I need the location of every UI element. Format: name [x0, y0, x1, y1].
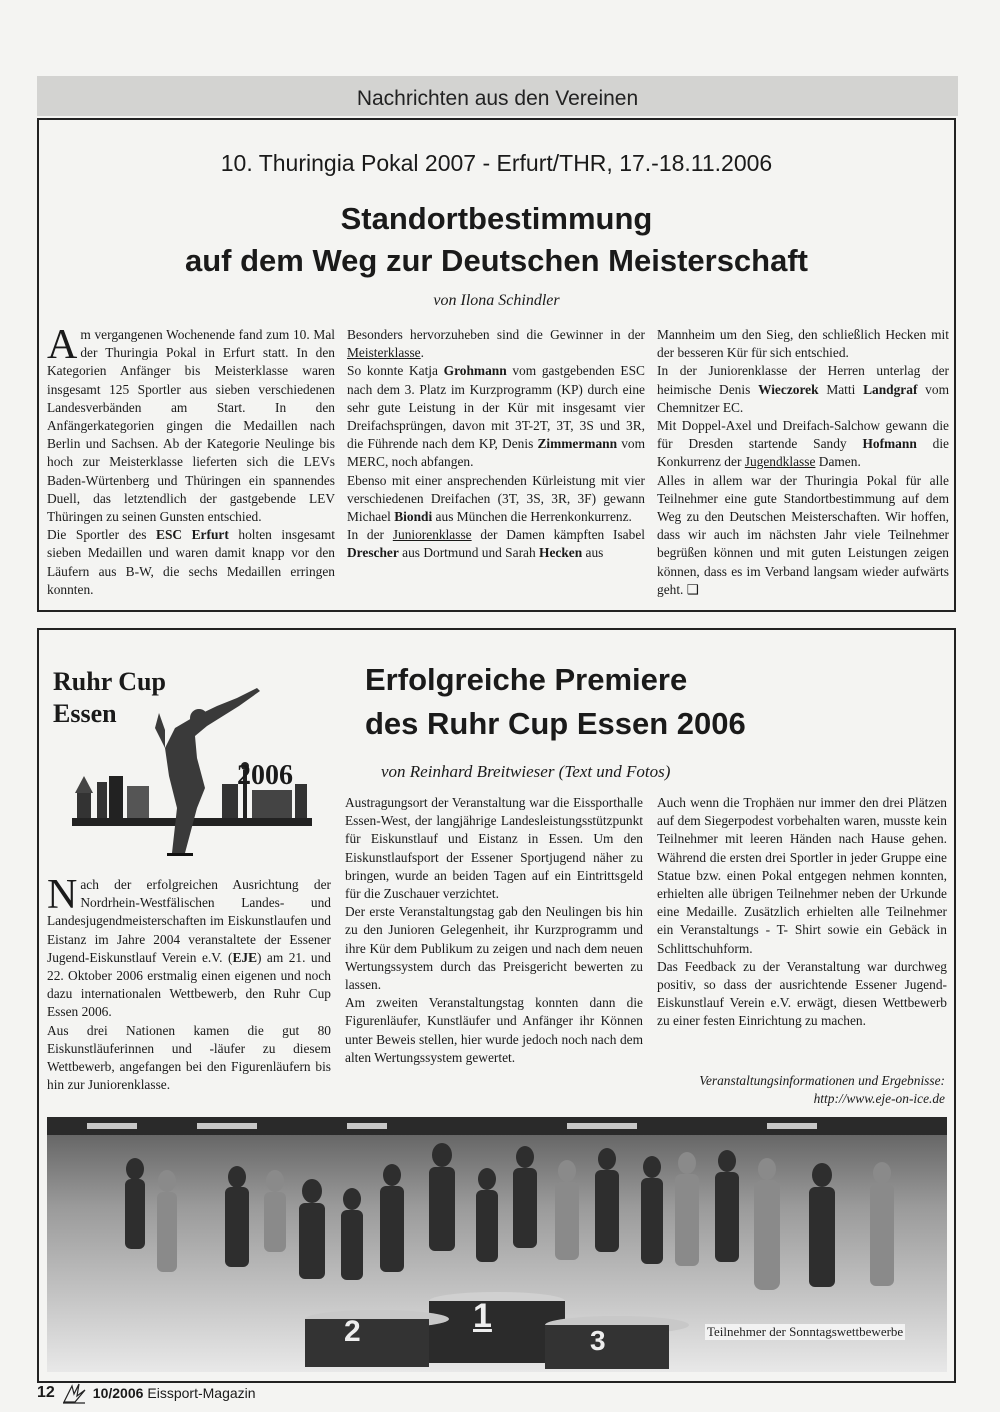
podium-number-1: 1	[473, 1297, 492, 1335]
magazine-logo-icon	[61, 1382, 87, 1404]
sources-label: Veranstaltungsinformationen und Ergebnisse:	[699, 1073, 945, 1088]
article-column-2	[347, 326, 645, 563]
paragraph: Ebenso mit einer ansprechenden Kürleistung mit vier verschiedenen Dreifachen (3T, 3S, 3R, 3F) gewann Michael Biondi aus München die Herrenkonkurrenz.	[347, 472, 645, 525]
logo-line-2: Essen	[53, 699, 117, 728]
article-column-2	[345, 794, 643, 1067]
paragraph: Auch wenn die Trophäen nur immer den drei Plätzen auf dem Siegerpodest vorbehalten waren, musste kein Teilnehmer mit leeren Händen nach Hause gehen. Während die ersten drei Sportler in jeder Gruppe eine Statue bzw. einen Pokal entgegen nehmen konnten, erhielten alle übrigen Teilnehmer neben der Urkunde eine Medaille. Zusätzlich erhielten alle Teilnehmer ein Veranstaltungs - T- Shirt sowie ein Gebäck in Schlittschuhform.	[657, 795, 947, 956]
headline-line-2: auf dem Weg zur Deutschen Meisterschaft	[184, 243, 808, 278]
drop-cap: A	[47, 322, 78, 368]
paragraph: Am zweiten Veranstaltungstag konnten dann die Figurenläufer, Kunstläufer und Anfänger ihr Können unter Beweis stellen, hier wurde jedoch noch nach dem alten Wertungssystem gewertet.	[345, 995, 643, 1065]
headline-line-1: Standortbestimmung	[340, 201, 653, 236]
paragraph: Nach der erfolgreichen Ausrichtung der Nordrhein-Westfälischen Landes- und Landesjugendmeisterschaften im Eiskunstlaufen und Eistanz im Jahre 2004 veranstaltete der Essener Jugend-Eiskunstlauf Verein e.V. (EJE) am 21. und 22. Oktober 2006 erstmalig einen eigenen und noch dazu internationalen Wettbewerb, den Ruhr Cup Essen 2006.	[47, 872, 331, 1020]
article-column-3	[657, 794, 947, 1031]
article-ruhr-cup	[37, 628, 956, 1383]
page-footer	[37, 1382, 256, 1404]
article-headline	[39, 198, 954, 282]
byline: von Ilona Schindler	[433, 292, 560, 309]
headline-line-1: Erfolgreiche Premiere	[365, 662, 688, 697]
byline: von Reinhard Breitwieser (Text und Fotos)	[381, 762, 671, 781]
event-line: 10. Thuringia Pokal 2007 - Erfurt/THR, 17.-18.11.2006	[220, 150, 773, 176]
drop-cap: N	[47, 872, 78, 918]
sources-url[interactable]: http://www.eje-on-ice.de	[813, 1091, 945, 1106]
magazine-name: Eissport-Magazin	[147, 1385, 256, 1401]
paragraph: Mannheim um den Sieg, den schließlich Hecken mit der besseren Kür für sich entschied.	[657, 327, 949, 361]
logo-year: 2006	[237, 760, 293, 791]
headline-line-2: des Ruhr Cup Essen 2006	[365, 706, 746, 741]
paragraph: Austragungsort der Veranstaltung war die Eissporthalle Essen-West, der langjährige Landesleistungsstützpunkt für Eiskunstlauf und Eistanz in Essen. Um den Eiskunstlaufsport der Essener Sportjugend näher zu bringen, wurde an beiden Tagen auf ein Eintrittsgeld für die Zuschauer verzichtet.	[345, 795, 643, 902]
article-column-1	[47, 872, 331, 1094]
article-thuringia-pokal	[37, 118, 956, 612]
issue-number: 10/2006	[92, 1385, 144, 1401]
section-banner: Nachrichten aus den Vereinen	[37, 76, 958, 116]
photo-caption: Teilnehmer der Sonntagswettbewerbe	[707, 1324, 904, 1339]
paragraph: Die Sportler des ESC Erfurt holten insgesamt sieben Medaillen und waren damit knapp vor den Läufern aus B-W, die sechs Medaillen erringen konnten.	[47, 527, 335, 597]
paragraph: Aus drei Nationen kamen die gut 80 Eiskunstläuferinnen und -läufer zu diesem Wettbewerb, angefangen bei den Figurenläufern bis hin zur Juniorenklasse.	[47, 1022, 331, 1093]
end-mark-icon: ❑	[686, 581, 699, 597]
paragraph: m vergangenen Wochenende fand zum 10. Mal der Thuringia Pokal in Erfurt statt. In den Kategorien Anfänger bis Meisterklasse waren insgesamt 125 Sportler aus sieben verschiedenen Landesverbänden am Start. In den Anfängerkategorien gingen die Medaillen nach Berlin und Sachsen. Ab der Kategorie Neulinge bis hoch zur Meisterklasse lieferten sich die LEVs Baden-Würtenberg und Thüringen ein spannendes Duell, das letztendlich der gastgebende LEV Thüringen zu seinen Gunsten entschied.	[47, 327, 335, 525]
logo-line-1: Ruhr Cup	[53, 667, 166, 696]
paragraph: Der erste Veranstaltungstag gab den Neulingen bis hin zu den Junioren Gelegenheit, ihr Kurzprogramm und ihre Kür dem Publikum zu zeigen und nach dem neuen Wertungssystem durch das Preisgericht bewerten zu lassen.	[345, 904, 643, 993]
logo-title	[53, 666, 166, 730]
article-headline	[365, 658, 746, 746]
paragraph: In der Juniorenklasse der Herren unterlag der heimische Denis Wieczorek Matti Landgraf vom Chemnitzer EC.	[657, 363, 949, 415]
article-column-3	[657, 326, 949, 599]
paragraph: Mit Doppel-Axel und Dreifach-Salchow gewann die für Dresden startende Sandy Hofmann die Konkurrenz der Jugendklasse Damen.	[657, 418, 949, 470]
podium-number-3: 3	[590, 1325, 606, 1356]
paragraph: Das Feedback zu der Veranstaltung war durchweg positiv, so dass der ausrichtende Essener Jugend-Eiskunstlauf Verein e.V. erwägt, diesen Wettbewerb zu einer festen Einrichtung zu machen.	[657, 958, 947, 1029]
paragraph: Besonders hervorzuheben sind die Gewinner in der Meisterklasse.	[347, 327, 645, 361]
paragraph: So konnte Katja Grohmann vom gastgebenden ESC nach dem 3. Platz im Kurzprogramm (KP) durch eine sehr gute Leistung in der Kür mit insgesamt vier Dreifachsprüngen, davon mit 3T-2T, 3T, 3S und 3R, die Führende nach dem KP, Denis Zimmermann vom MERC, noch abfangen.	[347, 363, 645, 470]
page-number: 12	[37, 1384, 55, 1401]
sources-note	[655, 1072, 945, 1108]
ruhr-cup-logo	[47, 658, 317, 858]
article-column-1	[47, 322, 335, 599]
paragraph: Alles in allem war der Thuringia Pokal für alle Teilnehmer eine gute Standortbestimmung auf dem Weg zu den Deutschen Meisterschaften. Wir hoffen, dass wir auch im nächsten Jahr viele Teilnehmer begrüßen können und mit guten Leistungen zeigen können, dass es im Verband langsam wieder aufwärts geht. ❑	[657, 472, 949, 597]
podium-number-2: 2	[344, 1315, 361, 1348]
paragraph: In der Juniorenklasse der Damen kämpften Isabel Drescher aus Dortmund und Sarah Hecken aus	[347, 527, 645, 561]
